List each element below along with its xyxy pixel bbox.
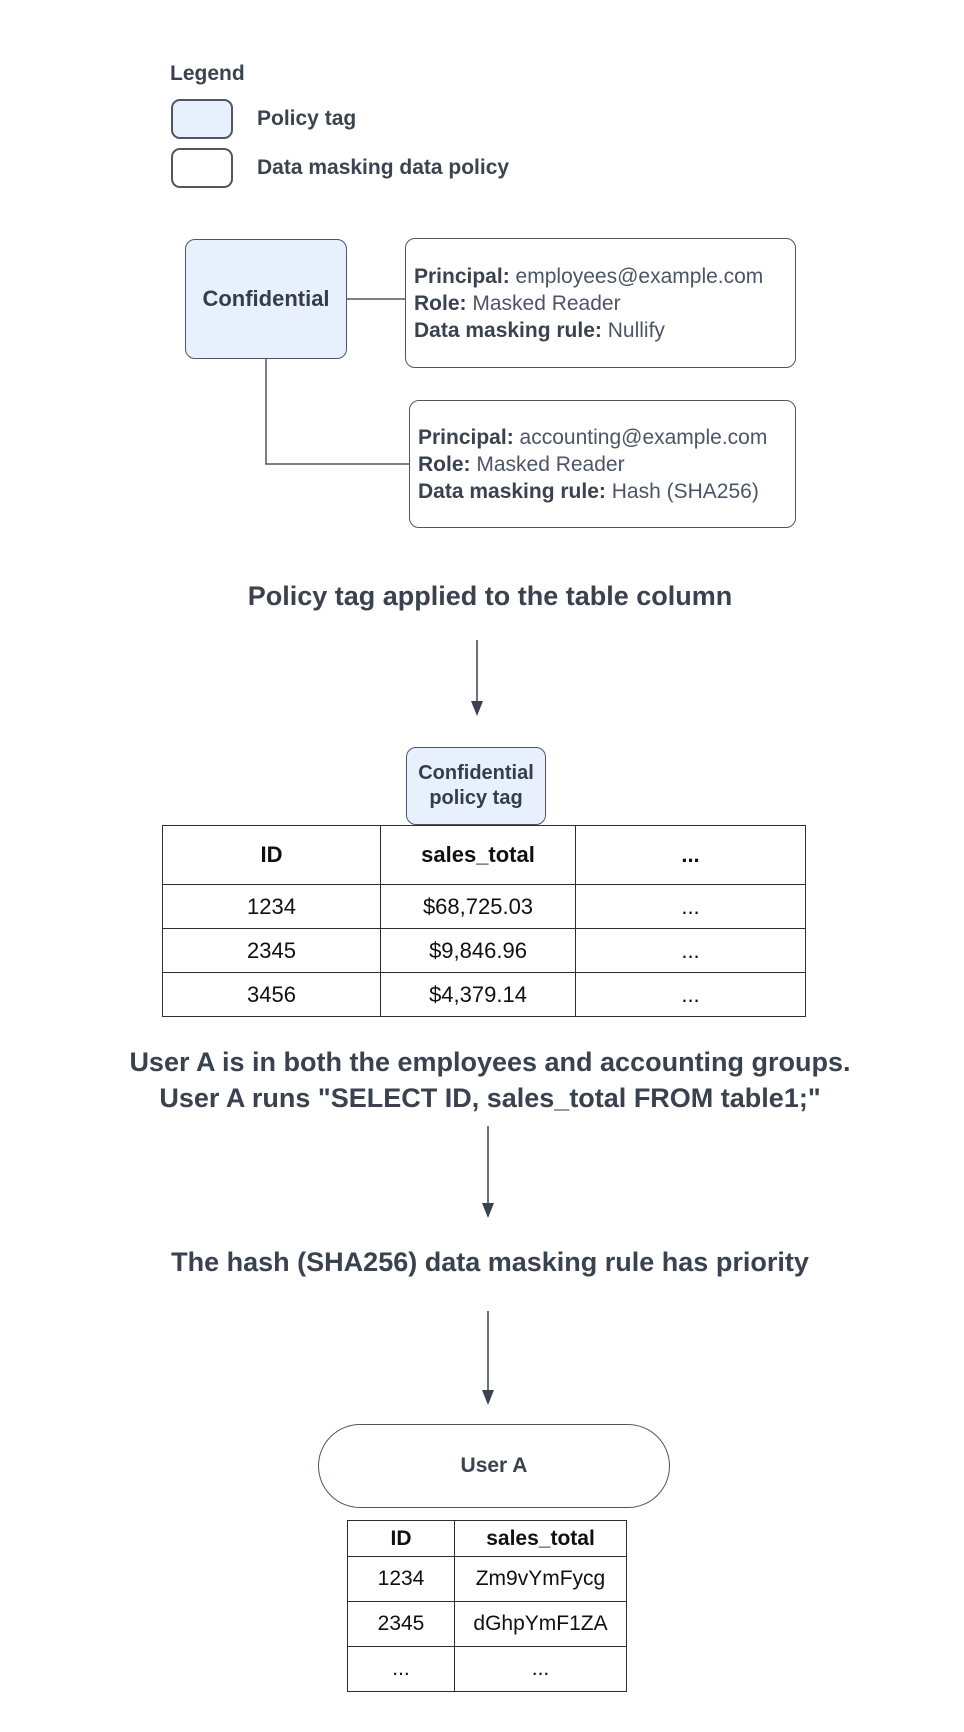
rule-value: Hash (SHA256) — [611, 479, 759, 503]
source-col-sales-total: sales_total — [381, 826, 576, 885]
cell-sales-total: $9,846.96 — [381, 929, 576, 973]
table-row — [163, 929, 806, 973]
cell-id: 1234 — [348, 1557, 455, 1602]
cell-hashed-value: dGhpYmF1ZA — [455, 1602, 627, 1647]
caption-user-groups-line2: User A runs "SELECT ID, sales_total FROM table1;" — [159, 1083, 821, 1113]
data-policy-box-employees — [405, 238, 796, 368]
cell-sales-total: $68,725.03 — [381, 885, 576, 929]
data-policy-swatch — [171, 148, 233, 188]
table-row — [348, 1602, 627, 1647]
cell-more: ... — [576, 885, 806, 929]
policy-tag-swatch — [171, 99, 233, 139]
role-label: Role: — [414, 291, 467, 315]
cell-id: 2345 — [163, 929, 381, 973]
principal-label: Principal: — [418, 425, 514, 449]
flow-arrow-applied — [471, 640, 483, 716]
role-value: Masked Reader — [472, 291, 621, 315]
cell-hashed-value: Zm9vYmFycg — [455, 1557, 627, 1602]
cell-hashed-value: ... — [455, 1647, 627, 1692]
cell-sales-total: $4,379.14 — [381, 973, 576, 1017]
result-table-header-row — [348, 1521, 627, 1557]
caption-user-groups — [0, 1044, 964, 1116]
legend-label-data-policy: Data masking data policy — [257, 156, 510, 179]
rule-label: Data masking rule: — [418, 479, 606, 503]
cell-id: 1234 — [163, 885, 381, 929]
data-policy-box-accounting — [409, 400, 796, 528]
table-row — [348, 1557, 627, 1602]
principal-value: accounting@example.com — [519, 425, 768, 449]
policy-principal-line — [414, 263, 795, 290]
source-col-more: ... — [576, 826, 806, 885]
policy-role-line — [414, 290, 795, 317]
policy-role-line — [418, 451, 795, 478]
rule-label: Data masking rule: — [414, 318, 602, 342]
caption-user-groups-line1: User A is in both the employees and accounting groups. — [129, 1047, 851, 1077]
source-table — [162, 825, 806, 1017]
role-value: Masked Reader — [476, 452, 625, 476]
policy-principal-line — [418, 424, 795, 451]
rule-value: Nullify — [607, 318, 665, 342]
cell-more: ... — [576, 929, 806, 973]
cell-id: ... — [348, 1647, 455, 1692]
cell-id: 3456 — [163, 973, 381, 1017]
caption-policy-tag-applied: Policy tag applied to the table column — [247, 581, 733, 611]
table-row — [163, 973, 806, 1017]
source-table-header-row — [163, 826, 806, 885]
legend-label-policy-tag: Policy tag — [257, 107, 357, 130]
policy-rule-line — [414, 317, 795, 344]
table-row — [348, 1647, 627, 1692]
source-col-id: ID — [163, 826, 381, 885]
confidential-policy-tag-node — [185, 239, 347, 359]
policy-rule-line — [418, 478, 795, 505]
applied-tag-line2: policy tag — [429, 787, 523, 809]
cell-more: ... — [576, 973, 806, 1017]
applied-policy-tag-chip — [406, 747, 546, 825]
result-table — [347, 1520, 627, 1692]
result-col-sales-total: sales_total — [455, 1521, 627, 1557]
role-label: Role: — [418, 452, 471, 476]
legend-title: Legend — [170, 62, 245, 85]
flow-arrow-query — [482, 1126, 494, 1218]
table-row — [163, 885, 806, 929]
connector-tag-to-hash-policy — [266, 359, 409, 464]
user-a-node — [318, 1424, 670, 1508]
result-col-id: ID — [348, 1521, 455, 1557]
caption-hash-priority: The hash (SHA256) data masking rule has priority — [171, 1247, 809, 1277]
applied-tag-line1: Confidential — [418, 762, 534, 784]
principal-value: employees@example.com — [515, 264, 764, 288]
principal-label: Principal: — [414, 264, 510, 288]
confidential-policy-tag-label: Confidential — [202, 286, 330, 311]
user-a-label: User A — [460, 1454, 528, 1477]
flow-arrow-priority — [482, 1311, 494, 1405]
cell-id: 2345 — [348, 1602, 455, 1647]
